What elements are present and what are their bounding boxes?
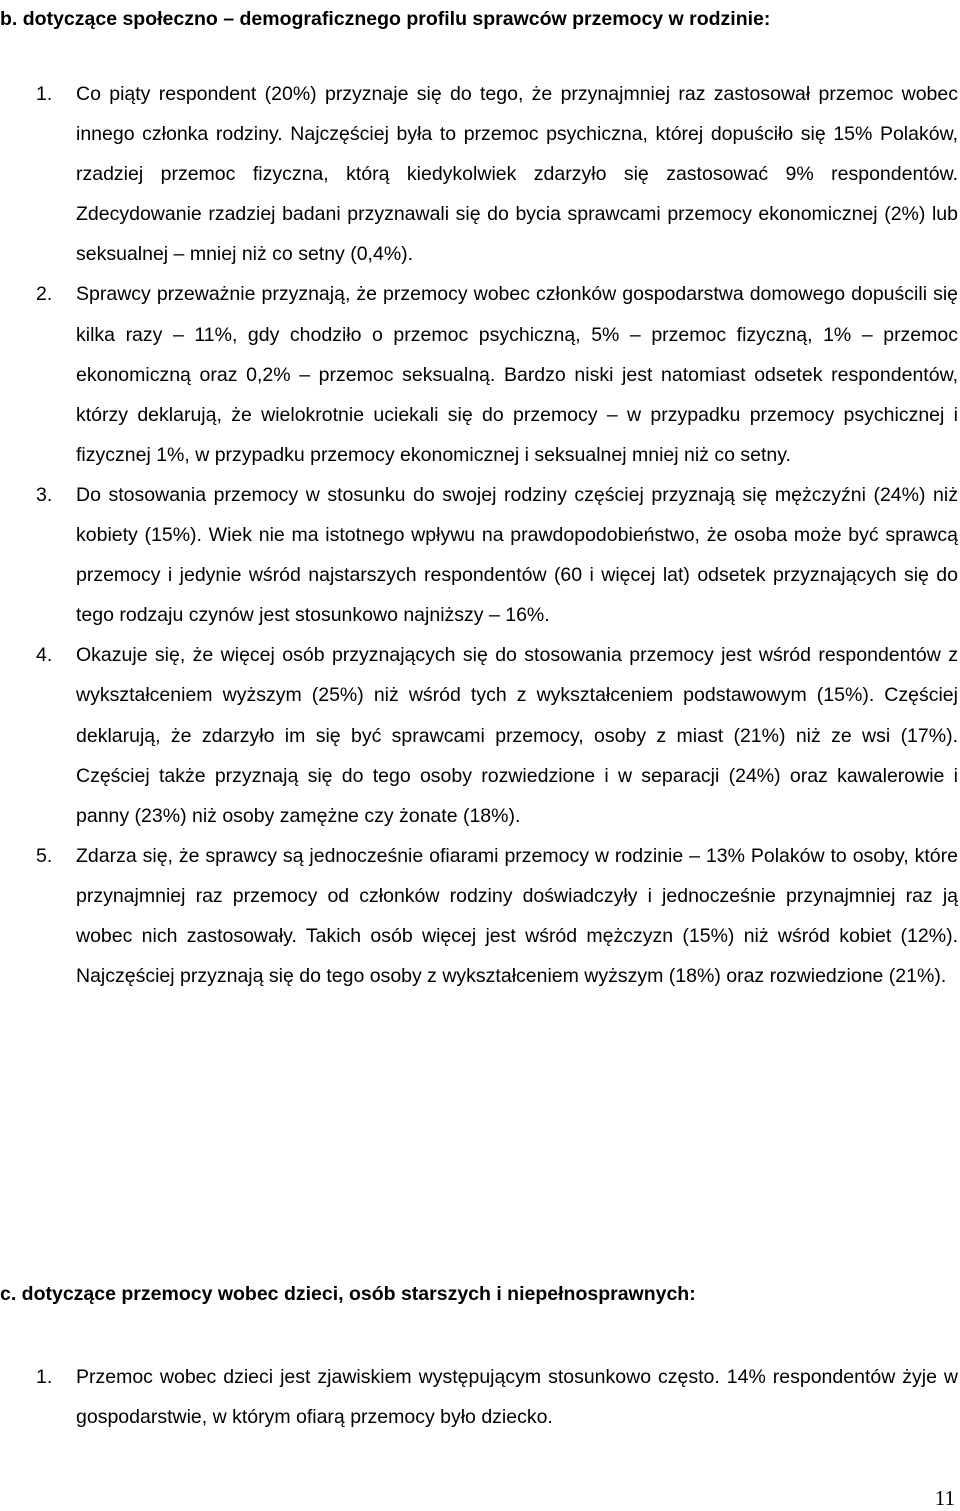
list-item-text: Do stosowania przemocy w stosunku do swojej rodziny częściej przyznają się mężczyźni (24%) niż kobiety (15%). Wiek nie ma istotnego wpływu na prawdopodobieństwo, że osoba może być sprawcą przemocy i jedynie wśród najstarszych respondentów (60 i więcej lat) odsetek przyznających się do tego rodzaju czynów jest stosunkowo najniższy – 16%. xyxy=(76,483,958,627)
page-number: 11 xyxy=(934,1486,955,1510)
section-c-list xyxy=(0,1357,958,1437)
list-item-text: Zdarza się, że sprawcy są jednocześnie ofiarami przemocy w rodzinie – 13% Polaków to osoby, które przynajmniej raz przemocy od członków rodziny doświadczyły i jednocześnie przynajmniej raz ją wobec nich zastosowały. Takich osób więcej jest wśród mężczyzn (15%) niż wśród kobiet (12%). Najczęściej przyznają się do tego osoby z wykształceniem wyższym (18%) oraz rozwiedzione (21%). xyxy=(76,844,958,988)
list-item xyxy=(0,635,958,835)
list-item-number: 4. xyxy=(36,644,53,667)
section-b-list xyxy=(0,74,958,996)
section-b-heading: b. dotyczące społeczno – demograficznego profilu sprawców przemocy w rodzinie: xyxy=(0,8,771,30)
list-item-number: 3. xyxy=(36,483,53,506)
list-item xyxy=(0,836,958,996)
list-item-number: 2. xyxy=(36,283,53,306)
list-item-text: Sprawcy przeważnie przyznają, że przemocy wobec członków gospodarstwa domowego dopuścili się kilka razy – 11%, gdy chodziło o przemoc psychiczną, 5% – przemoc fizyczną, 1% – przemoc ekonomiczną oraz 0,2% – przemoc seksualną. Bardzo niski jest natomiast odsetek respondentów, którzy deklarują, że wielokrotnie uciekali się do przemocy – w przypadku przemocy psychicznej i fizycznej 1%, w przypadku przemocy ekonomicznej i seksualnej mniej niż co setny. xyxy=(76,283,958,466)
list-item xyxy=(0,1357,958,1437)
list-item-number: 1. xyxy=(36,1366,53,1388)
section-c-heading: c. dotyczące przemocy wobec dzieci, osób starszych i niepełnosprawnych: xyxy=(0,1283,696,1305)
list-item-text: Przemoc wobec dzieci jest zjawiskiem występującym stosunkowo często. 14% respondentów żyje w gospodarstwie, w którym ofiarą przemocy było dziecko. xyxy=(76,1366,958,1429)
list-item xyxy=(0,274,958,474)
list-item-text: Okazuje się, że więcej osób przyznających się do stosowania przemocy jest wśród respondentów z wykształceniem wyższym (25%) niż wśród tych z wykształceniem podstawowym (15%). Częściej deklarują, że zdarzyło im się być sprawcami przemocy, osoby z miast (21%) niż ze wsi (17%). Częściej także przyznają się do tego osoby rozwiedzione i w separacji (24%) oraz kawalerowie i panny (23%) niż osoby zamężne czy żonate (18%). xyxy=(76,644,958,827)
list-item xyxy=(0,74,958,274)
list-item-text: Co piąty respondent (20%) przyznaje się do tego, że przynajmniej raz zastosował przemoc wobec innego członka rodziny. Najczęściej była to przemoc psychiczna, której dopuściło się 15% Polaków, rzadziej przemoc fizyczna, którą kiedykolwiek zdarzyło się zastosować 9% respondentów. Zdecydowanie rzadziej badani przyznawali się do bycia sprawcami przemocy ekonomicznej (2%) lub seksualnej – mniej niż co setny (0,4%). xyxy=(76,83,958,266)
list-item-number: 1. xyxy=(36,83,53,105)
list-item-number: 5. xyxy=(36,844,53,867)
list-item xyxy=(0,475,958,635)
